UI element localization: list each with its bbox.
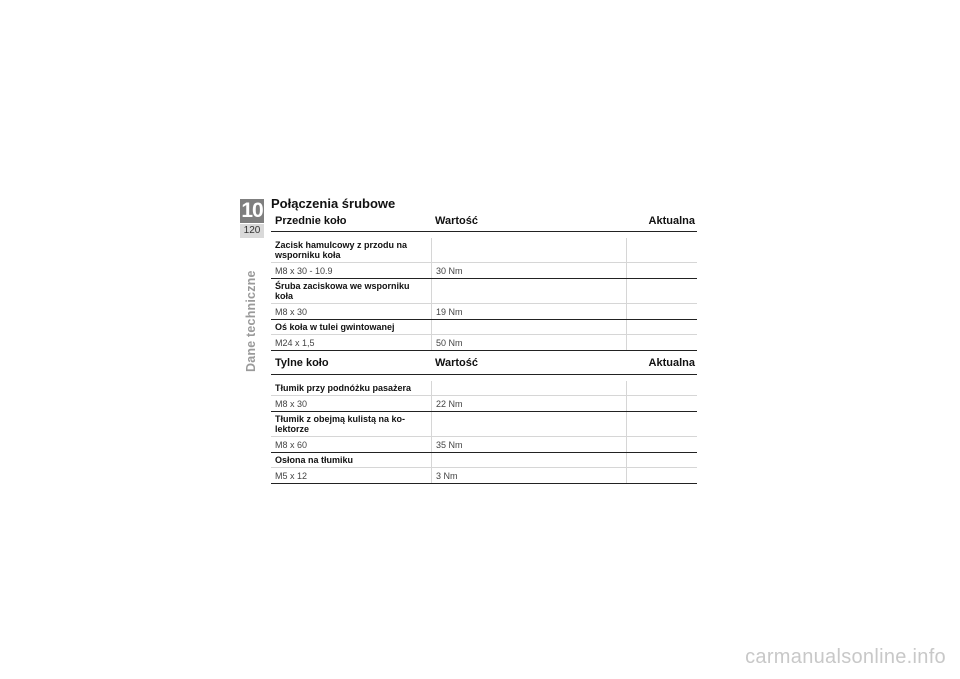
col-actual: Aktualna bbox=[648, 356, 695, 369]
table-row bbox=[271, 396, 697, 412]
torque-value: 3 Nm bbox=[431, 468, 626, 483]
table-row bbox=[271, 279, 697, 304]
section-header-rear-wheel bbox=[271, 351, 697, 375]
section-header-front-wheel bbox=[271, 210, 697, 232]
table-row bbox=[271, 263, 697, 279]
table-row bbox=[271, 335, 697, 351]
torque-table bbox=[271, 210, 697, 484]
bolt-name: Tłumik przy podnóżku pasażera bbox=[275, 383, 412, 393]
bolt-spec: M24 x 1,5 bbox=[275, 338, 315, 348]
bolt-spec: M8 x 30 bbox=[275, 307, 308, 317]
torque-value: 19 Nm bbox=[431, 304, 626, 319]
table-row bbox=[271, 381, 697, 396]
page-number: 120 bbox=[240, 224, 264, 238]
table-row bbox=[271, 437, 697, 453]
bolt-name: Śruba zaciskowa we wsporniku koła bbox=[275, 281, 410, 301]
table-row bbox=[271, 320, 697, 335]
col-part: Tylne koło bbox=[275, 356, 329, 369]
watermark: carmanualsonline.info bbox=[745, 646, 946, 668]
table-row bbox=[271, 468, 697, 484]
chapter-title: Dane techniczne bbox=[244, 270, 258, 372]
table-row bbox=[271, 304, 697, 320]
col-value: Wartość bbox=[435, 356, 478, 369]
col-actual: Aktualna bbox=[648, 214, 695, 227]
table-row bbox=[271, 238, 697, 263]
torque-value: 22 Nm bbox=[431, 396, 626, 411]
bolt-name: Oś koła w tulei gwintowanej bbox=[275, 322, 395, 332]
table-row bbox=[271, 412, 697, 437]
chapter-number: 10 bbox=[241, 199, 263, 222]
bolt-spec: M8 x 30 - 10.9 bbox=[275, 266, 333, 276]
bolt-name: Zacisk hamulcowy z przodu na wsporniku koła bbox=[275, 240, 408, 260]
torque-value: 50 Nm bbox=[431, 335, 626, 350]
page-title: Połączenia śrubowe bbox=[271, 196, 396, 211]
col-part: Przednie koło bbox=[275, 214, 347, 227]
bolt-spec: M5 x 12 bbox=[275, 471, 308, 481]
table-row bbox=[271, 453, 697, 468]
torque-value: 30 Nm bbox=[431, 263, 626, 278]
bolt-name: Tłumik z obejmą kulistą na ko-lektorze bbox=[275, 414, 406, 434]
bolt-spec: M8 x 30 bbox=[275, 399, 308, 409]
col-value: Wartość bbox=[435, 214, 478, 227]
torque-value: 35 Nm bbox=[431, 437, 626, 452]
bolt-spec: M8 x 60 bbox=[275, 440, 308, 450]
bolt-name: Osłona na tłumiku bbox=[275, 455, 354, 465]
